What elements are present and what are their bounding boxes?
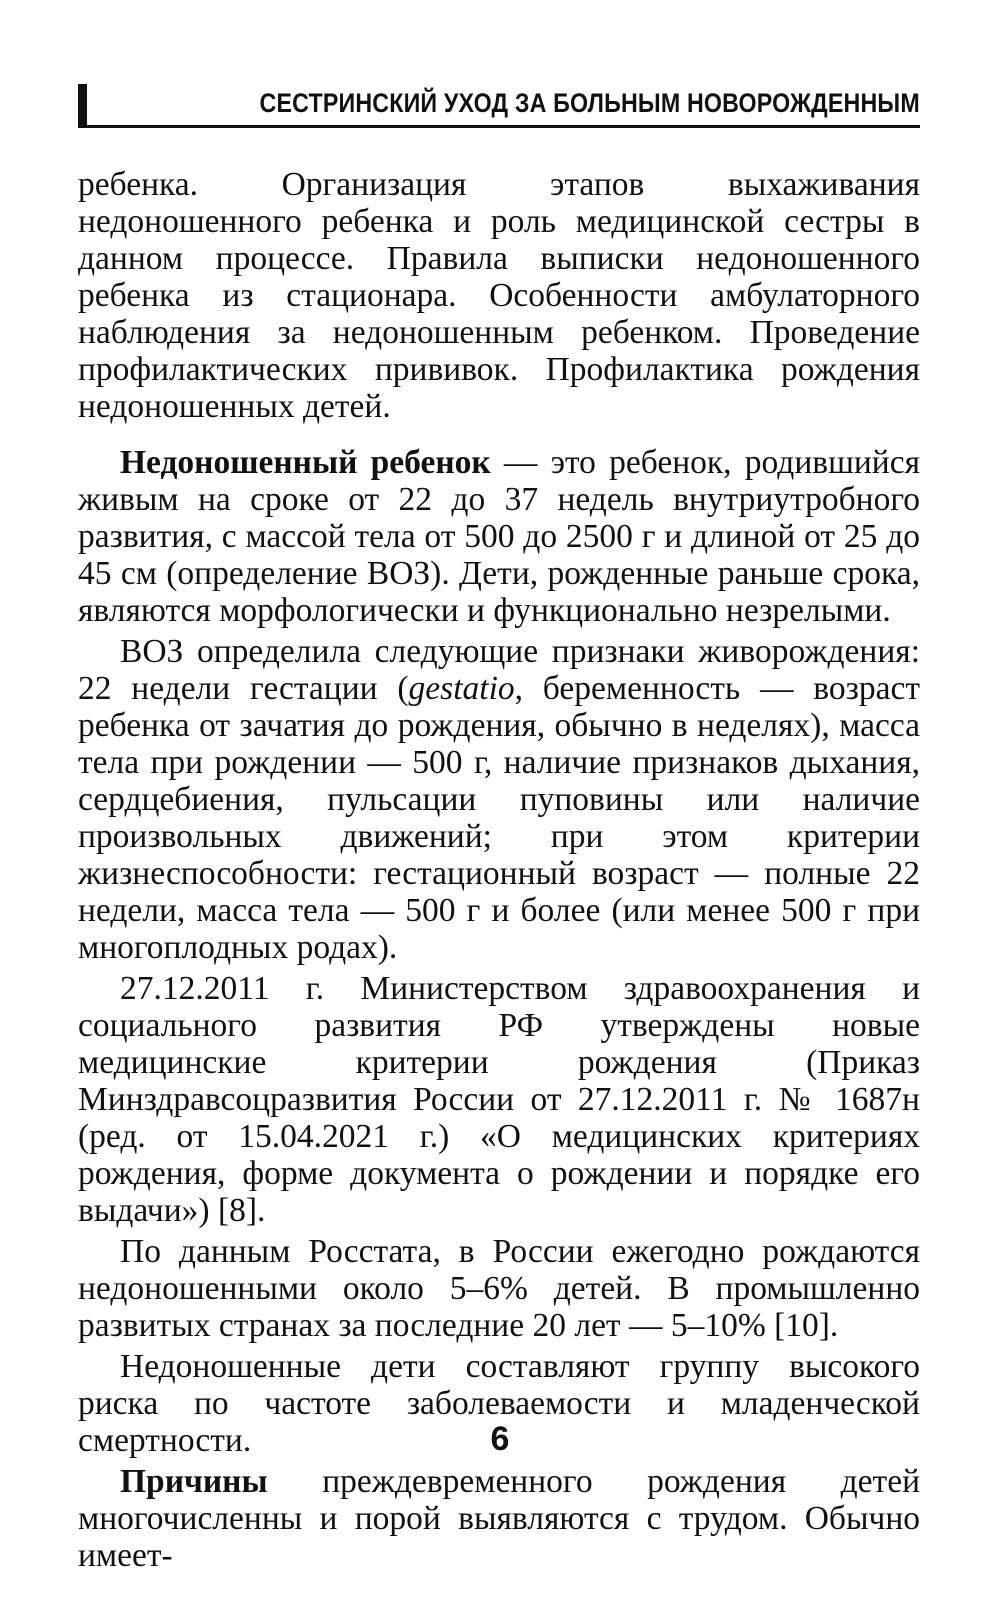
header-rule [78,125,920,128]
paragraph-text: ребенка. Организация этапов выхаживания недоношенного ребенка и роль медицинской сестры в данном процессе. Правила выписки недоношенного ребенка из стационара. Особенности амбулаторного наблюдения за недоношенным ребенком. Проведение профилактических прививок. Профилактика рождения недоношенных детей. [78,166,920,425]
paragraph-who-criteria [78,633,920,966]
paragraph-text: — это ребенок, родившийся живым на сроке от 22 до 37 недель внутриутробного развития, с массой тела от 500 до 2500 г и длиной от 25 до 45 см (определение ВОЗ). Дети, рожденные раньше срока, являются морфологически и функционально незрелыми. [78,444,920,629]
paragraph-text: , беременность — возраст ребенка от зачатия до рождения, обычно в неделях), масса тела при рождении — 500 г, наличие признаков дыхания, сердцебиения, пульсации пуповины или наличие произвольных движений; при этом критерии жизнеспособности: гестационный возраст — полные 22 недели, масса тела — 500 г и более (или менее 500 г при многоплодных родах). [78,670,920,966]
page-number: 6 [490,1420,510,1458]
paragraph-ministry-order [78,970,920,1229]
page-body [78,166,920,1574]
paragraph-text: 27.12.2011 г. Министерством здравоохранения и социального развития РФ утверждены новые медицинские критерии рождения (Приказ Минздравсоцразвития России от 27.12.2011 г. № 1687н (ред. от 15.04.2021 г.) «О медицинских критериях рождения, форме документа о рождении и порядке его выдачи») [8]. [78,970,920,1229]
paragraph-statistics [78,1233,920,1344]
term-preterm-infant: Недоношенный ребенок [120,444,491,481]
paragraph-continuation [78,166,920,425]
paragraph-text: преждевременного рождения детей многочисленны и порой выявляются с трудом. Обычно имеет- [78,1463,920,1574]
running-header [78,84,920,130]
paragraph-definition [78,444,920,629]
paragraph-text: ВОЗ определила следующие признаки живорождения: 22 недели гестации ( [78,633,920,707]
header-bar-mark [78,84,87,128]
paragraph-causes [78,1463,920,1574]
header-title: СЕСТРИНСКИЙ УХОД ЗА БОЛЬНЫМ НОВОРОЖДЕННЫМ [259,88,920,118]
paragraph-text: Недоношенные дети составляют группу высокого риска по частоте заболеваемости и младенческой смертности. [78,1348,920,1459]
term-causes: Причины [120,1463,268,1500]
latin-term: gestatio [408,670,515,707]
paragraph-text: По данным Росстата, в России ежегодно рождаются недоношенными около 5–6% детей. В промышленно развитых странах за последние 20 лет — 5–10% [10]. [78,1233,920,1344]
